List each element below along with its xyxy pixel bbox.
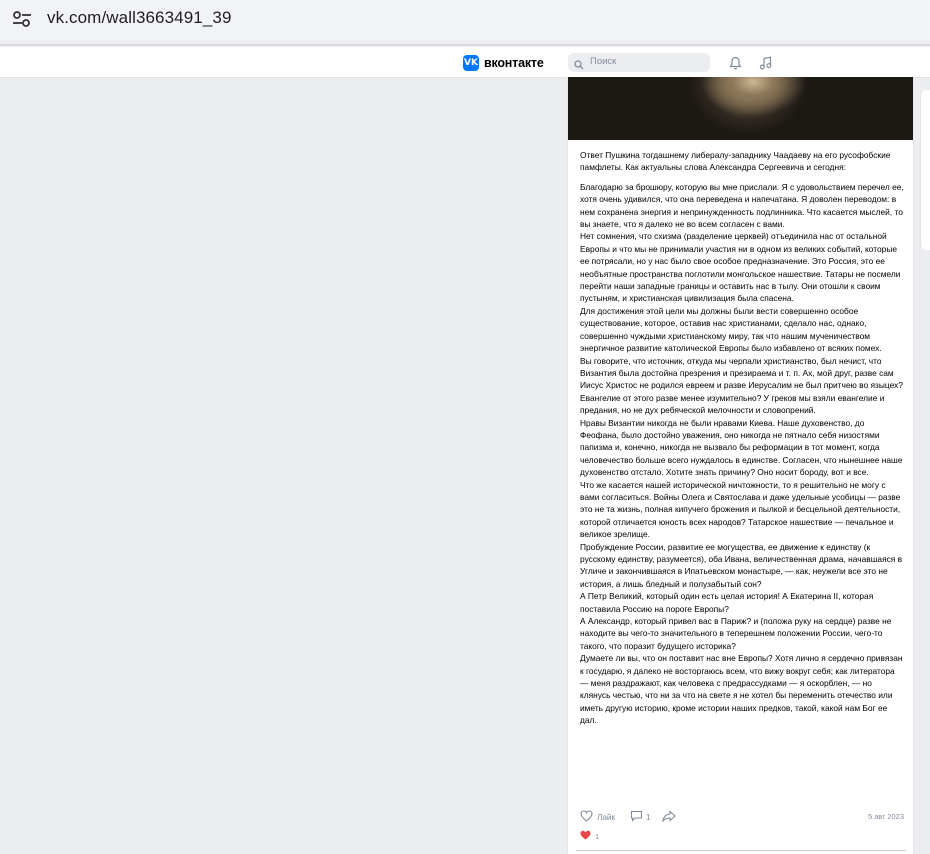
search-box[interactable] [568, 53, 710, 72]
post-paragraph: Для достижения этой цели мы должны были вести совершенно особое существование, которое, оставив нас христианами, сделало нас, однако, совершенно чуждыми христианскому миру, так что нашим мученичеством энергичное развитие католической Европы было избавлено от всяких помех. [580, 305, 882, 354]
photo-highlight [678, 77, 828, 127]
url-text[interactable]: vk.com/wall3663491_39 [47, 8, 232, 27]
post-paragraph: Думаете ли вы, что он поставит нас вне Европы? Хотя лично я сердечно привязан к государю, я далеко не восторгаюсь всем, что вижу вокруг себя; как литератора — меня раздражают, как человека с предрассудками — я оскорблен, — но клянусь честью, что ни за что на свете я не хотел бы переменить отечество или иметь другую историю, кроме истории наших предков, такой, какой нам Бог ее дал. [580, 653, 903, 726]
search-placeholder: Поиск [590, 56, 617, 67]
music-note-icon[interactable] [759, 56, 772, 75]
comment-count: 1 [646, 812, 651, 822]
like-button[interactable] [580, 810, 615, 824]
heart-outline-icon [580, 810, 593, 824]
search-icon [574, 57, 584, 75]
post-photo[interactable] [568, 77, 913, 140]
vk-header [0, 47, 930, 78]
post-actions [580, 810, 904, 824]
post-divider [576, 850, 906, 851]
post-paragraph: Благодарю за брошюру, которую вы мне прислали. Я с удовольствием перечел ее, хотя очень удивился, что она переведена и напечатана. Я доволен переводом: в нем сохранена энергия и непринужденность подлинника. Что касается мыслей, то вы знаете, что я далеко не во всем согласен с вами. [580, 181, 904, 230]
heart-icon [580, 830, 591, 842]
post-paragraph: Вы говорите, что источник, откуда мы черпали христианство, был нечист, что Византия была достойна презрения и презираема и т. п. Ах, мой друг, разве сам Иисус Христос не родился евреем и разве Иерусалим не был притчею во языцех? Евангелие от этого разве менее изумительно? У греков мы взяли евангелие и предания, но не дух ребяческой мелочности и словопрений. [580, 355, 903, 416]
post-paragraph: Нравы Византии никогда не были нравами Киева. Наше духовенство, до Феофана, было достойно уважения, оно никогда не пятнало себя низостями папизма и, конечно, никогда не вызвало бы реформации в тот момент, когда человечество больше всего нуждалось в единстве. Согласен, что нынешнее наше духовенство отстало. Хотите знать причину? Оно носит бороду, вот и все. [580, 417, 903, 478]
comment-button[interactable] [630, 810, 651, 824]
vk-logo[interactable] [463, 55, 544, 71]
like-label: Лайк [597, 812, 616, 822]
post-paragraph: Пробуждение России, развитие ее могущества, ее движение к единству (к русскому единству, разумеется), оба Ивана, величественная драма, начавшаяся в Угличе и закончившаяся в Ипатьевском монастыре, — как, неужели все это не история, а лишь бледный и полузабытый сон? [580, 541, 903, 589]
comment-icon [630, 810, 643, 824]
browser-url-bar[interactable] [0, 0, 930, 40]
post-paragraph: А Александр, который привел вас в Париж? и (положа руку на сердце) разве не находите вы чего-то значительного в теперешнем положении России, чего-то такого, что поразит будущего историка? [580, 616, 892, 651]
tune-icon[interactable] [12, 10, 32, 28]
vk-logo-icon: VK [463, 55, 479, 71]
post-paragraph: А Петр Великий, который один есть целая история! А Екатерина II, которая поставила Россию на пороге Европы? [580, 591, 874, 614]
post-intro: Ответ Пушкина тогдашнему либералу-западнику Чаадаеву на его русофобские памфлеты. Как актуальны слова Александра Сергеевича и сегодня: [580, 150, 891, 173]
reactions-summary[interactable] [580, 830, 599, 842]
toolbar-divider [0, 44, 930, 46]
post-text [580, 149, 904, 727]
bell-icon[interactable] [729, 56, 742, 75]
reaction-count: 1 [595, 831, 600, 841]
post-date[interactable]: 5 авг 2023 [868, 812, 904, 821]
share-icon[interactable] [662, 810, 676, 824]
post-paragraph: Нет сомнения, что схизма (разделение церквей) отъединила нас от остальной Европы и что мы не принимали участия ни в одном из великих событий, которые ее потрясали, но у нас было свое особое предназначение. Это Россия, это ее необъятные пространства поглотили монгольское нашествие. Татары не посмели перейти наши западные границы и оставить нас в тылу. Они отошли к своим пустыням, и христианская цивилизация была спасена. [580, 231, 901, 304]
wall-post [567, 77, 914, 854]
post-paragraph: Что же касается нашей исторической ничтожности, то я решительно не могу с вами согласиться. Войны Олега и Святослава и даже удельные усобицы — разве это не та жизнь, полная кипучего брожения и пылкой и бесцельной деятельности, которой отличается юность всех народов? Татарское нашествие — печальное и великое зрелище. [580, 479, 901, 540]
vk-logo-text: вконтакте [484, 56, 544, 70]
side-panel-edge [920, 90, 930, 250]
